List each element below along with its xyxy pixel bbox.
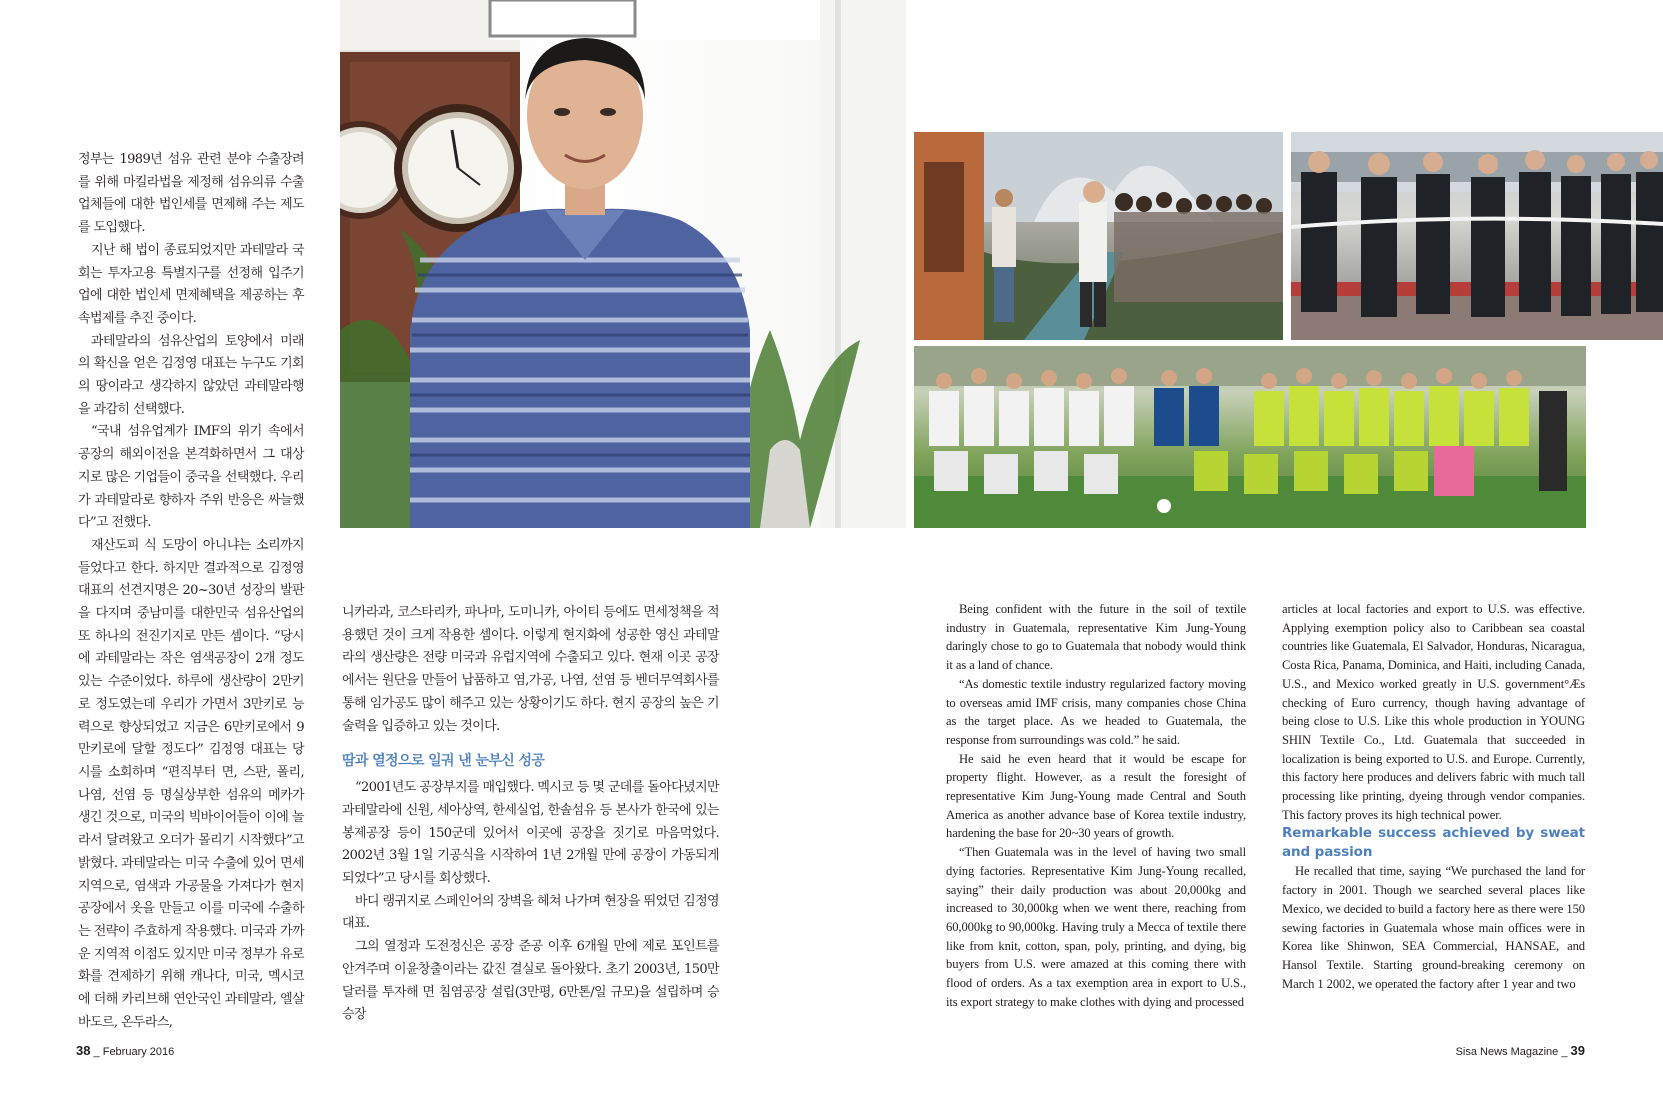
korean-col2-paragraph: 바디 랭귀지로 스페인어의 장벽을 헤쳐 나가며 현장을 뛰었던 김정영 대표. — [342, 893, 719, 932]
crowd-illustration — [914, 132, 1283, 340]
ribbon-cutting-photo — [1291, 132, 1663, 340]
korean-col1-paragraph: 지난 해 법이 종료되었지만 과테말라 국회는 투자고용 특별지구를 선정해 입주기업에 대한 법인세 면제혜택을 제공하는 후속법제를 추진 중이다. — [78, 242, 304, 326]
team-photo — [914, 346, 1586, 528]
korean-col2-paragraph: 그의 열정과 도전정신은 공장 준공 이후 6개월 만에 제로 포인트를 안겨주며 이윤창출이라는 값진 결실로 돌아왔다. 초기 2003년, 150만 달러를 투자해 면 침염공장 설립(3만평, 6만톤/일 규모)을 설립하며 승승장 — [342, 939, 719, 1023]
right-page-number: 39 — [1570, 1043, 1585, 1058]
korean-col1-paragraph: 정부는 1989년 섬유 관련 분야 수출장려를 위해 마킬라법을 제정해 섬유의류 수출업체들에 대한 법인세를 면제해 주는 제도를 도입했다. — [78, 152, 304, 236]
footer-separator: _ — [93, 1046, 100, 1058]
crowd-photo — [914, 132, 1283, 340]
portrait-illustration — [340, 0, 906, 528]
english-column-2 — [1282, 600, 1585, 993]
english-col1-paragraph: “As domestic textile industry regularized factory moving to overseas amid IMF crisis, many companies chose China as the target place. As we headed to Guatemala, the response from surroundings was cold.” he said. — [946, 676, 1246, 747]
english-subheading: Remarkable success achieved by sweat and passion — [1282, 825, 1585, 861]
english-col2-paragraph: He recalled that time, saying “We purchased the land for factory in 2001. Though we searched several places like Mexico, we decided to build a factory here as there were 150 sewing factories in Guatemala whose main offices were in Korea like Shinwon, SEA Commercial, HANSAE, and Hansol Textile. Starting ground-breaking ceremony on March 1 2002, we operated the factory after 1 year and two — [1282, 864, 1585, 991]
korean-col2-paragraph: “2001년도 공장부지를 매입했다. 멕시코 등 몇 군데를 돌아다녔지만 과테말라에 신원, 세아상역, 한세실업, 한솔섬유 등 본사가 한국에 있는 봉제공장 등이 150군데 있어서 이곳에 공장을 짓기로 마음먹었다. 2002년 3월 1일 기공식을 시작하여 1년 2개월 만에 공장이 가동되게 되었다”고 당시를 회상했다. — [342, 780, 719, 887]
korean-col1-paragraph: 재산도피 식 도망이 아니냐는 소리까지 들었다고 한다. 하지만 결과적으로 김정영 대표의 선견지명은 20~30년 성장의 발판을 다지며 중남미를 대한민국 섬유산업의 또 하나의 전진기지로 만든 셈이다. “당시에 과테말라는 작은 염색공장이 2개 정도 있는 수준이었다. 하루에 생산량이 2만키로 정도였는데 우리가 가면서 3만키로 능력으로 향상되었고 지금은 6만키로에서 9만키로에 달할 정도다” 김정영 대표는 당시를 소회하며 “편직부터 면, 스판, 폴리, 나염, 선염 등 명실상부한 섬유의 메카가 생긴 것으로, 미국의 빅바이어들이 이에 놀라서 달려왔고 오더가 몰리기 시작했다”고 밝혔다. 과테말라는 미국 수출에 있어 면세지역으로, 염색과 가공물을 가져다가 현지 공장에서 옷을 만들고 이를 미국에 수출하는 전략이 주효하게 작용했다. 미국과 가까운 지역적 이점도 있지만 미국 정부가 유로화를 견제하기 위해 캐나다, 미국, 멕시코에 더해 카리브해 연안국인 과테말라, 엘살바도르, 온두라스, — [78, 537, 304, 1030]
korean-subheading: 땀과 열정으로 일궈 낸 눈부신 성공 — [342, 753, 545, 770]
magazine-name: Sisa News Magazine — [1455, 1046, 1559, 1058]
english-col2-intro: articles at local factories and export to U.S. was effective. Applying exemption policy also to Caribbean sea coastal countries like Guatemala, El Salvador, Honduras, Nicaragua, Costa Rica, Panama, Dominica, and Haiti, including Canada, U.S., and Mexico worked greatly in U.S. government°Æs checking of Euro currency, though having advantage of being close to U.S. Like this whole production in YOUNG SHIN Textile Co., Ltd. Guatemala that succeeded in localization is being exported to U.S. and Europe. Currently, this factory here produces and delivers fabric with much tall processing like printing, dyeing through vendor companies. This factory proves its high technical power. — [1282, 602, 1585, 822]
english-col1-paragraph: “Then Guatemala was in the level of having two small dying factories. Representative Kim Jung-Young recalled, saying” their daily production was about 20,000kg and increased to 30,000kg when we went there, reaching from 60,000kg to 90,000kg. Having truly a Mecca of textile there like from knit, cotton, span, poly, printing, and dying, big buyers from U.S. were amazed at this coming there with flood of orders. As a tax exemption area in export to U.S., its export strategy to make clothes with dying and processed — [946, 845, 1246, 1009]
footer-separator: _ — [1561, 1046, 1568, 1058]
english-column-1 — [946, 600, 1246, 1011]
portrait-photo — [340, 0, 906, 528]
korean-col1-paragraph: 과테말라의 섬유산업의 토양에서 미래의 확신을 얻은 김정영 대표는 누구도 기회의 땅이라고 생각하지 않았던 과테말라행을 과감히 선택했다. — [78, 333, 304, 417]
korean-col1-paragraph: “국내 섬유업계가 IMF의 위기 속에서 공장의 해외이전을 본격화하면서 그 대상지로 많은 기업들이 중국을 선택했다. 우리가 과테말라로 향하자 주위 반응은 싸늘했다”고 전했다. — [78, 424, 304, 531]
left-page-footer — [76, 1043, 174, 1058]
team-illustration — [914, 346, 1586, 528]
issue-date: February 2016 — [102, 1046, 175, 1058]
right-page-footer — [1456, 1043, 1585, 1058]
korean-column-1 — [78, 149, 304, 1034]
korean-col2-intro: 니카라과, 코스타리카, 파나마, 도미니카, 아이티 등에도 면세정책을 적용했던 것이 크게 작용한 셈이다. 이렇게 현지화에 성공한 영신 과테말라의 생산량은 전량 미국과 유럽지역에 수출되고 있다. 현재 이곳 공장에서는 원단을 만들어 납품하고 염,가공, 나염, 선염 등 벤더무역회사를 통해 임가공도 많이 해주고 있는 상황이기도 하다. 현지 공장의 높은 기술력을 입증하고 있는 것이다. — [342, 605, 719, 734]
ribbon-cutting-illustration — [1291, 132, 1663, 340]
left-page-number: 38 — [76, 1043, 91, 1058]
korean-column-2 — [342, 602, 719, 1027]
english-col1-paragraph: Being confident with the future in the soil of textile industry in Guatemala, representative Kim Jung-Young daringly chose to go to Guatemala that nobody would think it as a land of chance. — [946, 602, 1246, 673]
english-col1-paragraph: He said he even heard that it would be escape for property flight. However, as a result the foresight of representative Kim Jung-Young made Central and South America as another advance base of Korea textile industry, hardening the base for 20~30 years of growth. — [946, 751, 1246, 841]
